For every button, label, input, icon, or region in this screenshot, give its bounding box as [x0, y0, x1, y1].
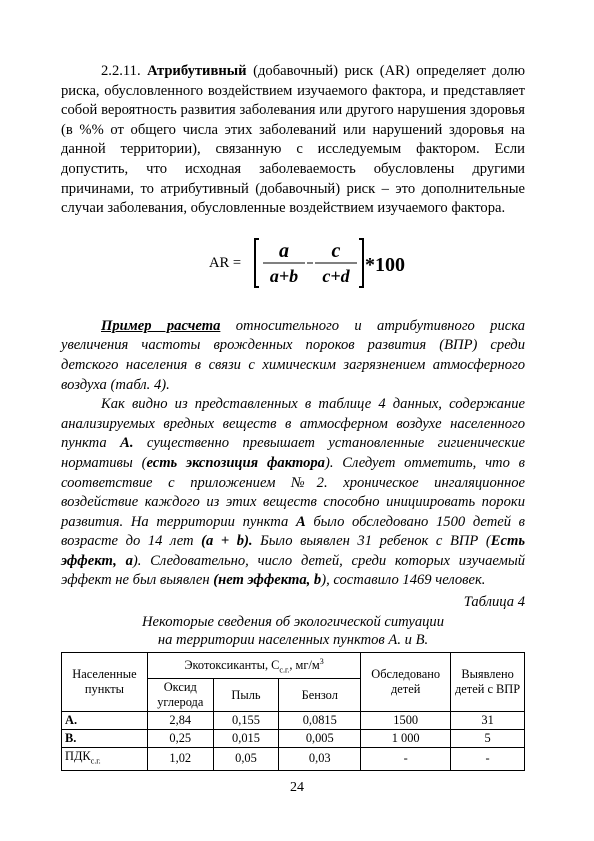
table-row: [62, 730, 525, 748]
cell-examined: 1 000: [361, 730, 451, 748]
example-text: существенно превышает установленные гигиенические нормативы (: [61, 435, 526, 471]
cell-pdk-label: [62, 748, 148, 770]
table-row: [62, 712, 525, 730]
formula-den1: a+b: [269, 265, 299, 286]
formula-graphic: [251, 235, 411, 291]
example-text: ). Следует отметить, что в соответствие с приложением №2. хроническое ингаляционное воздействие каждого из этих веществ способно инициировать пороки развития. На территории пункта: [61, 454, 526, 530]
section-paragraph: [61, 62, 525, 219]
formula-expression: [251, 235, 411, 291]
cell-detected: 31: [451, 712, 525, 730]
cell-pdk-detected: -: [451, 748, 525, 770]
formula-num2: c: [331, 239, 341, 262]
formula-multiplier: *100: [365, 253, 405, 276]
cell-examined: 1500: [361, 712, 451, 730]
table-header-row: [62, 652, 525, 679]
page-content: [61, 62, 525, 771]
cell-benzene: 0,005: [279, 730, 361, 748]
cell-pdk-examined: -: [361, 748, 451, 770]
cell-detected: 5: [451, 730, 525, 748]
example-text: Было выявлен 31 ребенок с ВПР (: [252, 533, 491, 550]
example-text: было обследовано 1500 детей в возрасте до 14 лет: [61, 513, 525, 550]
formula-den2: c+d: [322, 265, 350, 286]
pdk-sub: с.г.: [90, 756, 101, 766]
ecology-table: [61, 652, 525, 771]
example-text: ). Следовательно, число детей, среди которых изучаемый эффект не был выявлен: [61, 552, 525, 589]
header-toxicants-sub: с.г.: [279, 665, 290, 675]
header-detected: Выявлено детей с ВПР: [451, 652, 525, 712]
example-text: ), составило 1469 человек.: [321, 572, 486, 589]
header-co: Оксид углерода: [147, 679, 213, 712]
table-caption-line1: Некоторые сведения об экологической ситуации: [141, 613, 445, 630]
pdk-text: ПДК: [65, 749, 91, 764]
cell-place: В.: [62, 730, 148, 748]
example-bold: Есть эффект, a: [61, 533, 526, 569]
page-number: 24: [290, 780, 304, 795]
cell-benzene: 0,0815: [279, 712, 361, 730]
formula-num1: a: [279, 239, 289, 262]
header-benzene: Бензол: [279, 679, 361, 712]
header-toxicants-sup: 3: [319, 656, 324, 666]
header-toxicants: [147, 652, 360, 679]
formula-label: AR =: [209, 254, 242, 271]
example-bold: (нет эффекта, b: [213, 572, 322, 589]
cell-co: 0,25: [147, 730, 213, 748]
table-row-pdk: [62, 748, 525, 770]
example-body: [61, 395, 525, 591]
cell-co: 2,84: [147, 712, 213, 730]
cell-pdk-benzene: 0,03: [279, 748, 361, 770]
ar-formula: [61, 233, 525, 295]
example-text: Как видно из представленных в таблице 4 данных, содержание анализируемых вредных веществ в атмосферном воздухе населенного пункта: [61, 396, 525, 452]
cell-pdk-dust: 0,05: [213, 748, 279, 770]
example-bold: есть экспозиция фактора: [146, 454, 325, 471]
header-places: Населенные пункты: [62, 652, 148, 712]
section-body: (добавочный) риск (AR) определяет долю риска, обусловленного воздействием изучаемого фактора, и представляет собой вероятность развития заболевания или другого нарушения здоровья (в %% от общего числа этих заболеваний или нарушений здоровья на данной территории), связанную с исследуемым фактором. Если допустить, что исходная заболеваемость обусловлены другими причинами, то атрибутивный (добавочный) риск – это дополнительные случаи заболевания, обусловленные воздействием изучаемого фактора.: [61, 63, 525, 217]
table-number: Таблица 4: [463, 594, 525, 611]
example-title: Пример расчета: [101, 317, 221, 334]
cell-place: А.: [62, 712, 148, 730]
example-bold: А.: [120, 435, 134, 452]
table-caption-line2: на территории населенных пунктов А. и В.: [157, 631, 429, 648]
cell-pdk-co: 1,02: [147, 748, 213, 770]
example-intro: [61, 317, 525, 395]
cell-dust: 0,015: [213, 730, 279, 748]
section-number: 2.2.11.: [101, 63, 141, 79]
section-term: Атрибутивный: [147, 63, 247, 79]
header-toxicants-text: Экотоксиканты, С: [184, 657, 280, 672]
example-bold: (a + b).: [201, 533, 253, 550]
header-toxicants-unit: , мг/м: [289, 657, 320, 672]
header-examined: Обследовано детей: [361, 652, 451, 712]
header-dust: Пыль: [213, 679, 279, 712]
cell-dust: 0,155: [213, 712, 279, 730]
example-bold: А: [295, 513, 306, 530]
example-title-rest: относительного и атрибутивного риска увеличения частоты врожденных пороков развития (ВПР) среди детского населения в связи с химическим загрязнением атмосферного воздуха (табл. 4).: [61, 317, 525, 393]
